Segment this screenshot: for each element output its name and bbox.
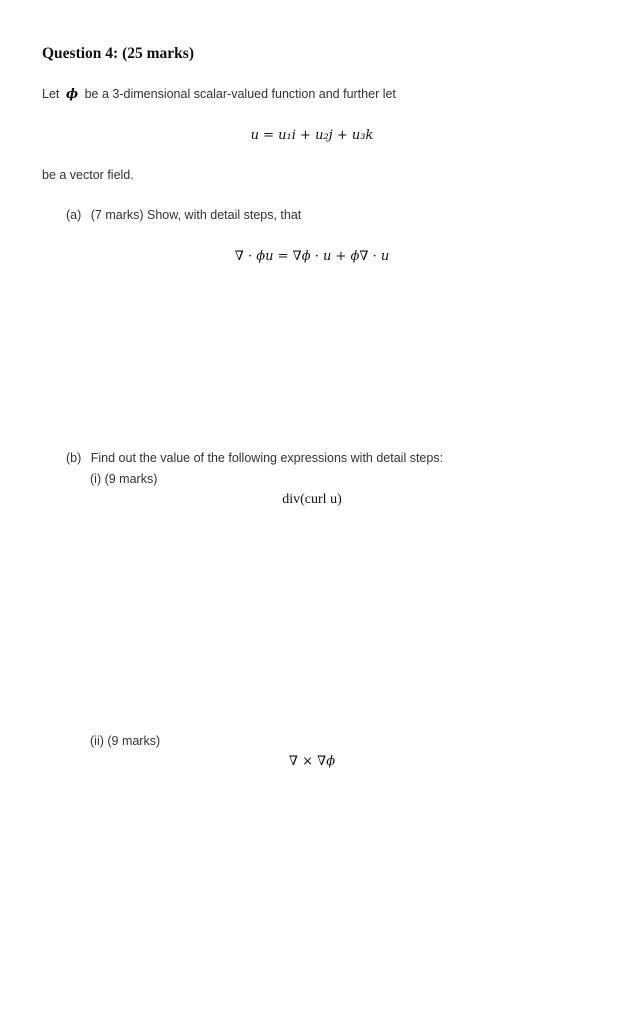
expression-b-ii xyxy=(0,754,624,769)
intro-let-suffix: be a 3-dimensional scalar-valued function and further let xyxy=(84,87,396,101)
intro-line xyxy=(42,87,396,102)
part-b-label: (b) xyxy=(66,451,82,465)
equation-u xyxy=(0,128,624,143)
expression-b-i: div(curl u) xyxy=(282,492,342,507)
phi-symbol: ϕ xyxy=(65,87,79,102)
equation-u-text: u = u₁i + u₂j + u₃k xyxy=(250,128,374,143)
expression-b-ii-text: ∇ × ∇ϕ xyxy=(288,754,336,769)
equation-a-text: ∇ · ϕu = ∇ϕ · u + ϕ∇ · u xyxy=(234,249,390,264)
part-b-i-label: (i) (9 marks) xyxy=(90,472,158,486)
part-b-ii-label: (ii) (9 marks) xyxy=(90,734,161,748)
part-b-text: Find out the value of the following expressions with detail steps: xyxy=(90,451,444,465)
vector-field-line: be a vector field. xyxy=(42,168,134,182)
part-a-line xyxy=(66,208,301,222)
part-a-text: (7 marks) Show, with detail steps, that xyxy=(90,208,302,222)
intro-let-prefix: Let xyxy=(42,87,60,101)
part-a-label: (a) xyxy=(66,208,82,222)
question-title: Question 4: (25 marks) xyxy=(42,45,194,62)
equation-a xyxy=(0,249,624,264)
part-b-line xyxy=(66,451,443,465)
